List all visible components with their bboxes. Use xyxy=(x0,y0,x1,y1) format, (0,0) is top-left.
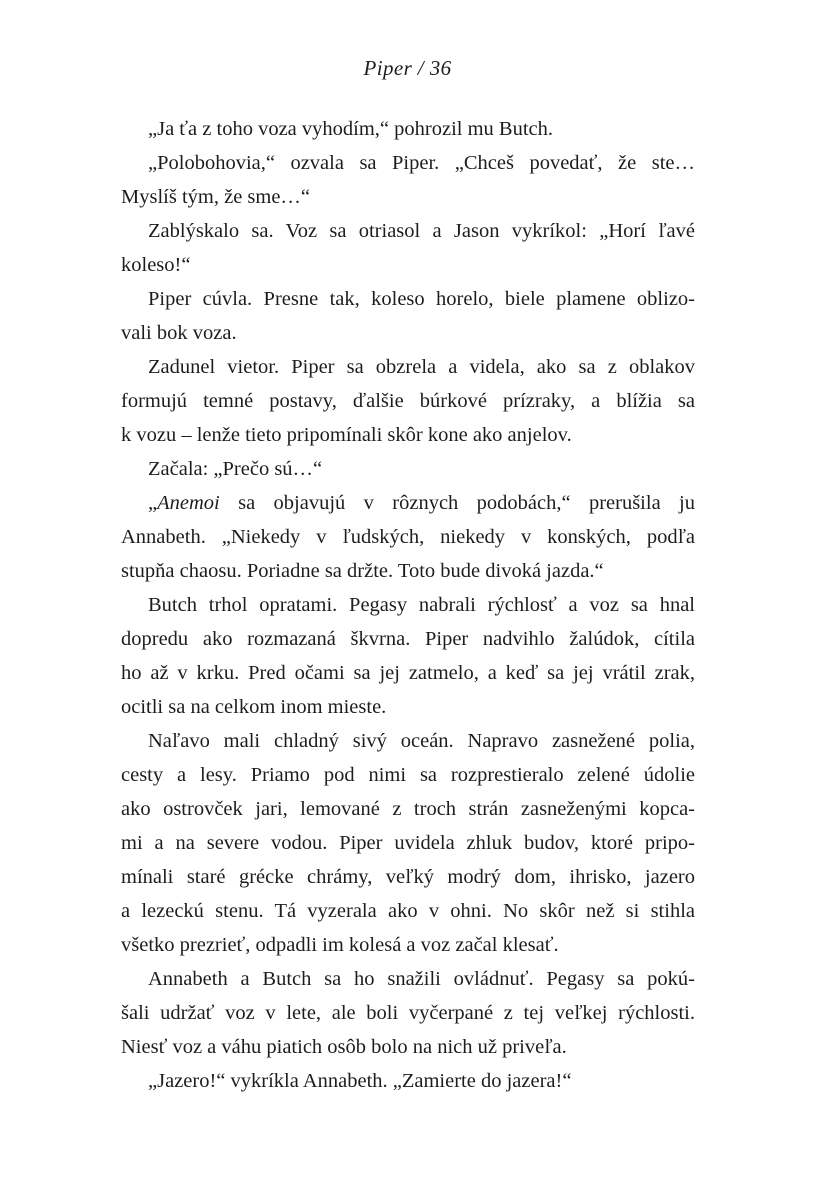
paragraph xyxy=(121,282,695,350)
text-block xyxy=(121,112,695,1098)
text-line: „Polobohovia,“ ozvala sa Piper. „Chceš povedať, že ste… xyxy=(148,152,695,174)
text-line: Piper cúvla. Presne tak, koleso horelo, biele plamene oblizo- xyxy=(148,288,695,310)
text-line: Zadunel vietor. Piper sa obzrela a videla, ako sa z oblakov xyxy=(148,356,695,378)
text-line: koleso!“ xyxy=(121,254,191,276)
paragraph xyxy=(121,588,695,724)
text-line: Niesť voz a váhu piatich osôb bolo na nich už priveľa. xyxy=(121,1036,567,1058)
paragraph xyxy=(121,724,695,962)
paragraph xyxy=(121,452,695,486)
text-line: dopredu ako rozmazaná škvrna. Piper nadvihlo žalúdok, cítila xyxy=(121,628,695,650)
text-line: stupňa chaosu. Poriadne sa držte. Toto bude divoká jazda.“ xyxy=(121,560,604,582)
paragraph xyxy=(121,1064,695,1098)
text-line: formujú temné postavy, ďalšie búrkové prízraky, a blížia sa xyxy=(121,390,695,412)
paragraph xyxy=(121,962,695,1064)
text-line: Butch trhol opratami. Pegasy nabrali rýchlosť a voz sa hnal xyxy=(148,594,695,616)
text-line: ocitli sa na celkom inom mieste. xyxy=(121,696,387,718)
text-line: ako ostrovček jari, lemované z troch strán zasneženými kopca- xyxy=(121,798,695,820)
paragraph xyxy=(121,214,695,282)
text-line: „Ja ťa z toho voza vyhodím,“ pohrozil mu Butch. xyxy=(148,118,553,140)
text-line: Annabeth. „Niekedy v ľudských, niekedy v konských, podľa xyxy=(121,526,695,548)
text-line: „Jazero!“ vykríkla Annabeth. „Zamierte do jazera!“ xyxy=(148,1070,572,1092)
paragraph xyxy=(121,112,695,146)
paragraph xyxy=(121,486,695,588)
text-line: Myslíš tým, že sme…“ xyxy=(121,186,311,208)
paragraph xyxy=(121,146,695,214)
text-line: šali udržať voz v lete, ale boli vyčerpané z tej veľkej rýchlosti. xyxy=(121,1002,695,1024)
text-line: mínali staré grécke chrámy, veľký modrý dom, ihrisko, jazero xyxy=(121,866,695,888)
text-line: všetko prezrieť, odpadli im kolesá a voz začal klesať. xyxy=(121,934,559,956)
text-line: mi a na severe vodou. Piper uvidela zhluk budov, ktoré pripo- xyxy=(121,832,695,854)
text-line: „Anemoi sa objavujú v rôznych podobách,“ prerušila ju xyxy=(148,492,695,514)
text-line: cesty a lesy. Priamo pod nimi sa rozprestieralo zelené údolie xyxy=(121,764,695,786)
text-line: vali bok voza. xyxy=(121,322,237,344)
text-line: ho až v krku. Pred očami sa jej zatmelo, a keď sa jej vrátil zrak, xyxy=(121,662,695,684)
text-line: Annabeth a Butch sa ho snažili ovládnuť. Pegasy sa pokú- xyxy=(148,968,695,990)
text-line: Zablýskalo sa. Voz sa otriasol a Jason vykríkol: „Horí ľavé xyxy=(148,220,695,242)
paragraph xyxy=(121,350,695,452)
running-header: Piper / 36 xyxy=(363,56,452,80)
text-line: k vozu – lenže tieto pripomínali skôr kone ako anjelov. xyxy=(121,424,572,446)
text-line: a lezeckú stenu. Tá vyzerala ako v ohni. No skôr než si stihla xyxy=(121,900,695,922)
text-line: Začala: „Prečo sú…“ xyxy=(148,458,323,480)
text-line: Naľavo mali chladný sivý oceán. Napravo zasnežené polia, xyxy=(148,730,695,752)
